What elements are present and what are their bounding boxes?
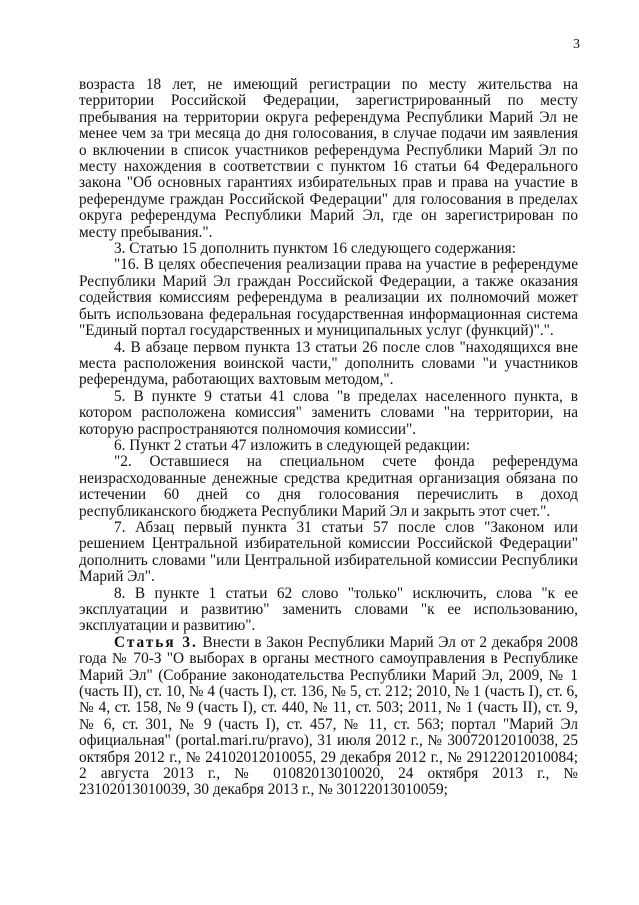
paragraph-item-4: 4. В абзаце первом пункта 13 статьи 26 после слов "находящихся вне места расположения воинской части," дополнить словами "и участников референдума, работающих вахтовым методом,". [79,338,578,389]
article-3-text: Внести в Закон Республики Марий Эл от 2 декабря 2008 года № 70-З "О выборах в органы местного самоуправления в Республике Марий Эл" (Собрание законодательства Республики Марий Эл, 2009, № 1 (часть II), ст. 10, № 4 (часть I), ст. 136, № 5, ст. 212; 2010, № 1 (часть I), ст. 6, № 4, ст. 158, № 9 (часть I), ст. 440, № 11, ст. 503; 2011, № 1 (часть II), ст. 9, № 6, ст. 301, № 9 (часть I), ст. 457, № 11, ст. 563; портал "Марий Эл официальная" (portal.mari.ru/pravo), 31 июля 2012 г., № 30072012010038, 25 октября 2012 г., № 24102012010055, 29 декабря 2012 г., № 29122012010084; 2 августа 2013 г., № 01082013010020, 24 октября 2013 г., № 23102013010039, 30 декабря 2013 г., № 30122013010059; [79,633,578,799]
paragraph-quote-2: "2. Оставшиеся на специальном счете фонда референдума неизрасходованные денежные средства кредитная организация обязана по истечении 60 дней со дня голосования перечислить в доход республиканского бюджета Республики Марий Эл и закрыть этот счет.". [79,453,578,520]
paragraph-item-8: 8. В пункте 1 статьи 62 слово "только" исключить, слова "к ее эксплуатации и развитию" заменить словами "к ее использованию, эксплуатации и развитию". [79,584,578,635]
page-number: 3 [573,37,580,52]
document-body [79,77,578,799]
paragraph-item-7: 7. Абзац первый пункта 31 статьи 57 после слов "Законом или решением Центральной избирательной комиссии Российской Федерации" дополнить словами "или Центральной избирательной комиссии Республики Марий Эл". [79,518,578,586]
paragraph-item-6: 6. Пункт 2 статьи 47 изложить в следующей редакции: [114,436,471,454]
paragraph-item-5: 5. В пункте 9 статьи 41 слова "в пределах населенного пункта, в котором расположена комиссия" заменить словами "на территории, на которую распространяются полномочия комиссии". [79,387,578,438]
article-3-paragraph [79,635,578,799]
paragraph-quote-16: "16. В целях обеспечения реализации права на участие в референдуме Республики Марий Эл граждан Российской Федерации, а также оказания содействия комиссиям референдума в реализации их полномочий может быть использована федеральная государственная информационная система "Единый портал государственных и муниципальных услуг (функций)".". [79,256,578,340]
paragraph-continuation: возраста 18 лет, не имеющий регистрации по месту жительства на территории Российской Федерации, зарегистрированный по месту пребывания на территории округа референдума Республики Марий Эл не менее чем за три месяца до дня голосования, в случае подачи им заявления о включении в список участников референдума Республики Марий Эл по месту нахождения в соответствии с пунктом 16 статьи 64 Федерального закона "Об основных гарантиях избирательных прав и права на участие в референдуме граждан Российской Федерации" для голосования в пределах округа референдума Республики Марий Эл, где он зарегистрирован по месту пребывания.". [79,76,578,241]
article-3-heading: Статья 3. [114,633,198,651]
paragraph-item-3: 3. Статью 15 дополнить пунктом 16 следующего содержания: [114,240,516,258]
